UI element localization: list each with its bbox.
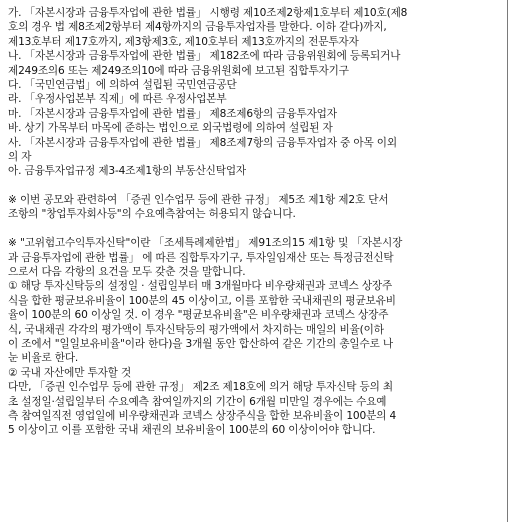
text-line: 이 조에서 "일일보유비율"이라 한다)을 3개월 동안 합산하여 같은 기간의 총일수로 나 (8, 337, 393, 350)
text-line: 바. 상기 가목부터 마목에 준하는 법인으로 외국법령에 의하여 설립된 자 (8, 122, 333, 135)
text-line: 다. 「국민연금법」에 의하여 설립된 국민연금공단 (8, 78, 237, 91)
text-line: 다만, 「증권 인수업무 등에 관한 규정」 제2조 제18호에 의거 해당 투자신탁 등의 최 (8, 381, 393, 394)
text-line: 호의 경우 법 제8조제2항부터 제4항까지의 금융투자업자를 말한다. 이하 같다)까지, (8, 21, 387, 34)
text-line: 5 이상이고 이를 포함한 국내 채권의 보유비율이 100분의 60 이상이어야 합니다. (8, 424, 376, 437)
text-line: 나. 「자본시장과 금융투자업에 관한 법률」 제182조에 따라 금융위원회에 등록되거나 (8, 50, 401, 63)
text-line: 눈 비율로 한다. (8, 352, 79, 365)
text-line: 라. 「우정사업본부 직제」에 따른 우정사업본부 (8, 93, 227, 106)
blank-line (8, 222, 498, 236)
text-line: 초 설정일·설립일부터 수요예측 참여일까지의 기간이 6개월 미만일 경우에는 수요예 (8, 395, 387, 408)
text-line: 제249조의6 또는 제249조의10에 따라 금융위원회에 보고된 집합투자기구 (8, 64, 349, 77)
text-line: 과 금융투자업에 관한 법률」 에 따른 집합투자기구, 투자일임재산 또는 특정금전신탁 (8, 251, 394, 264)
text-line: 으로서 다음 각항의 요건을 모두 갖춘 것을 말합니다. (8, 266, 246, 279)
text-line: 아. 금융투자업규정 제3-4조제1항의 부동산신탁업자 (8, 165, 246, 178)
text-line: 식, 국내채권 각각의 평가액이 투자신탁등의 평가액에서 차지하는 매일의 비율(이하 (8, 323, 384, 336)
text-line: ② 국내 자산에만 투자할 것 (8, 366, 132, 379)
text-line: 가. 「자본시장과 금융투자업에 관한 법률」 시행령 제10조제2항제1호부터 제10호(제8 (8, 7, 408, 19)
text-line: 식을 합한 평균보유비율이 100분의 45 이상이고, 이를 포함한 국내채권의 평균보유비 (8, 294, 396, 307)
text-line: ① 해당 투자신탁등의 설정일 · 설립일부터 매 3개월마다 비우량채권과 코넥스 상장주 (8, 280, 393, 293)
text-line: 측 참여일직전 영업일에 비우량채권과 코넥스 상장주식을 합한 보유비율이 100분의 4 (8, 409, 397, 422)
text-line: 조항의 "창업투자회사등"의 수요예측참여는 허용되지 않습니다. (8, 208, 296, 221)
text-line: 사. 「자본시장과 금융투자업에 관한 법률」 제8조제7항의 금융투자업자 중 아목 이외 (8, 136, 397, 149)
text-line: ※ 이번 공모와 관련하여 「증권 인수업무 등에 관한 규정」 제5조 제1항 제2호 단서 (8, 194, 389, 207)
text-line: 마. 「자본시장과 금융투자업에 관한 법률」 제8조제6항의 금융투자업자 (8, 107, 337, 120)
text-line: 제13호부터 제17호까지, 제3항제3호, 제10호부터 제13호까지의 전문투자자 (8, 35, 359, 48)
text-line: ※ "고위험고수익투자신탁"이란 「조세특례제한법」 제91조의15 제1항 및 「자본시장 (8, 237, 403, 250)
text-line: 율이 100분의 60 이상일 것. 이 경우 "평균보유비율"은 비우량채권과 코넥스 상장주 (8, 309, 389, 322)
text-line: 의 자 (8, 150, 32, 163)
blank-line (8, 179, 498, 193)
